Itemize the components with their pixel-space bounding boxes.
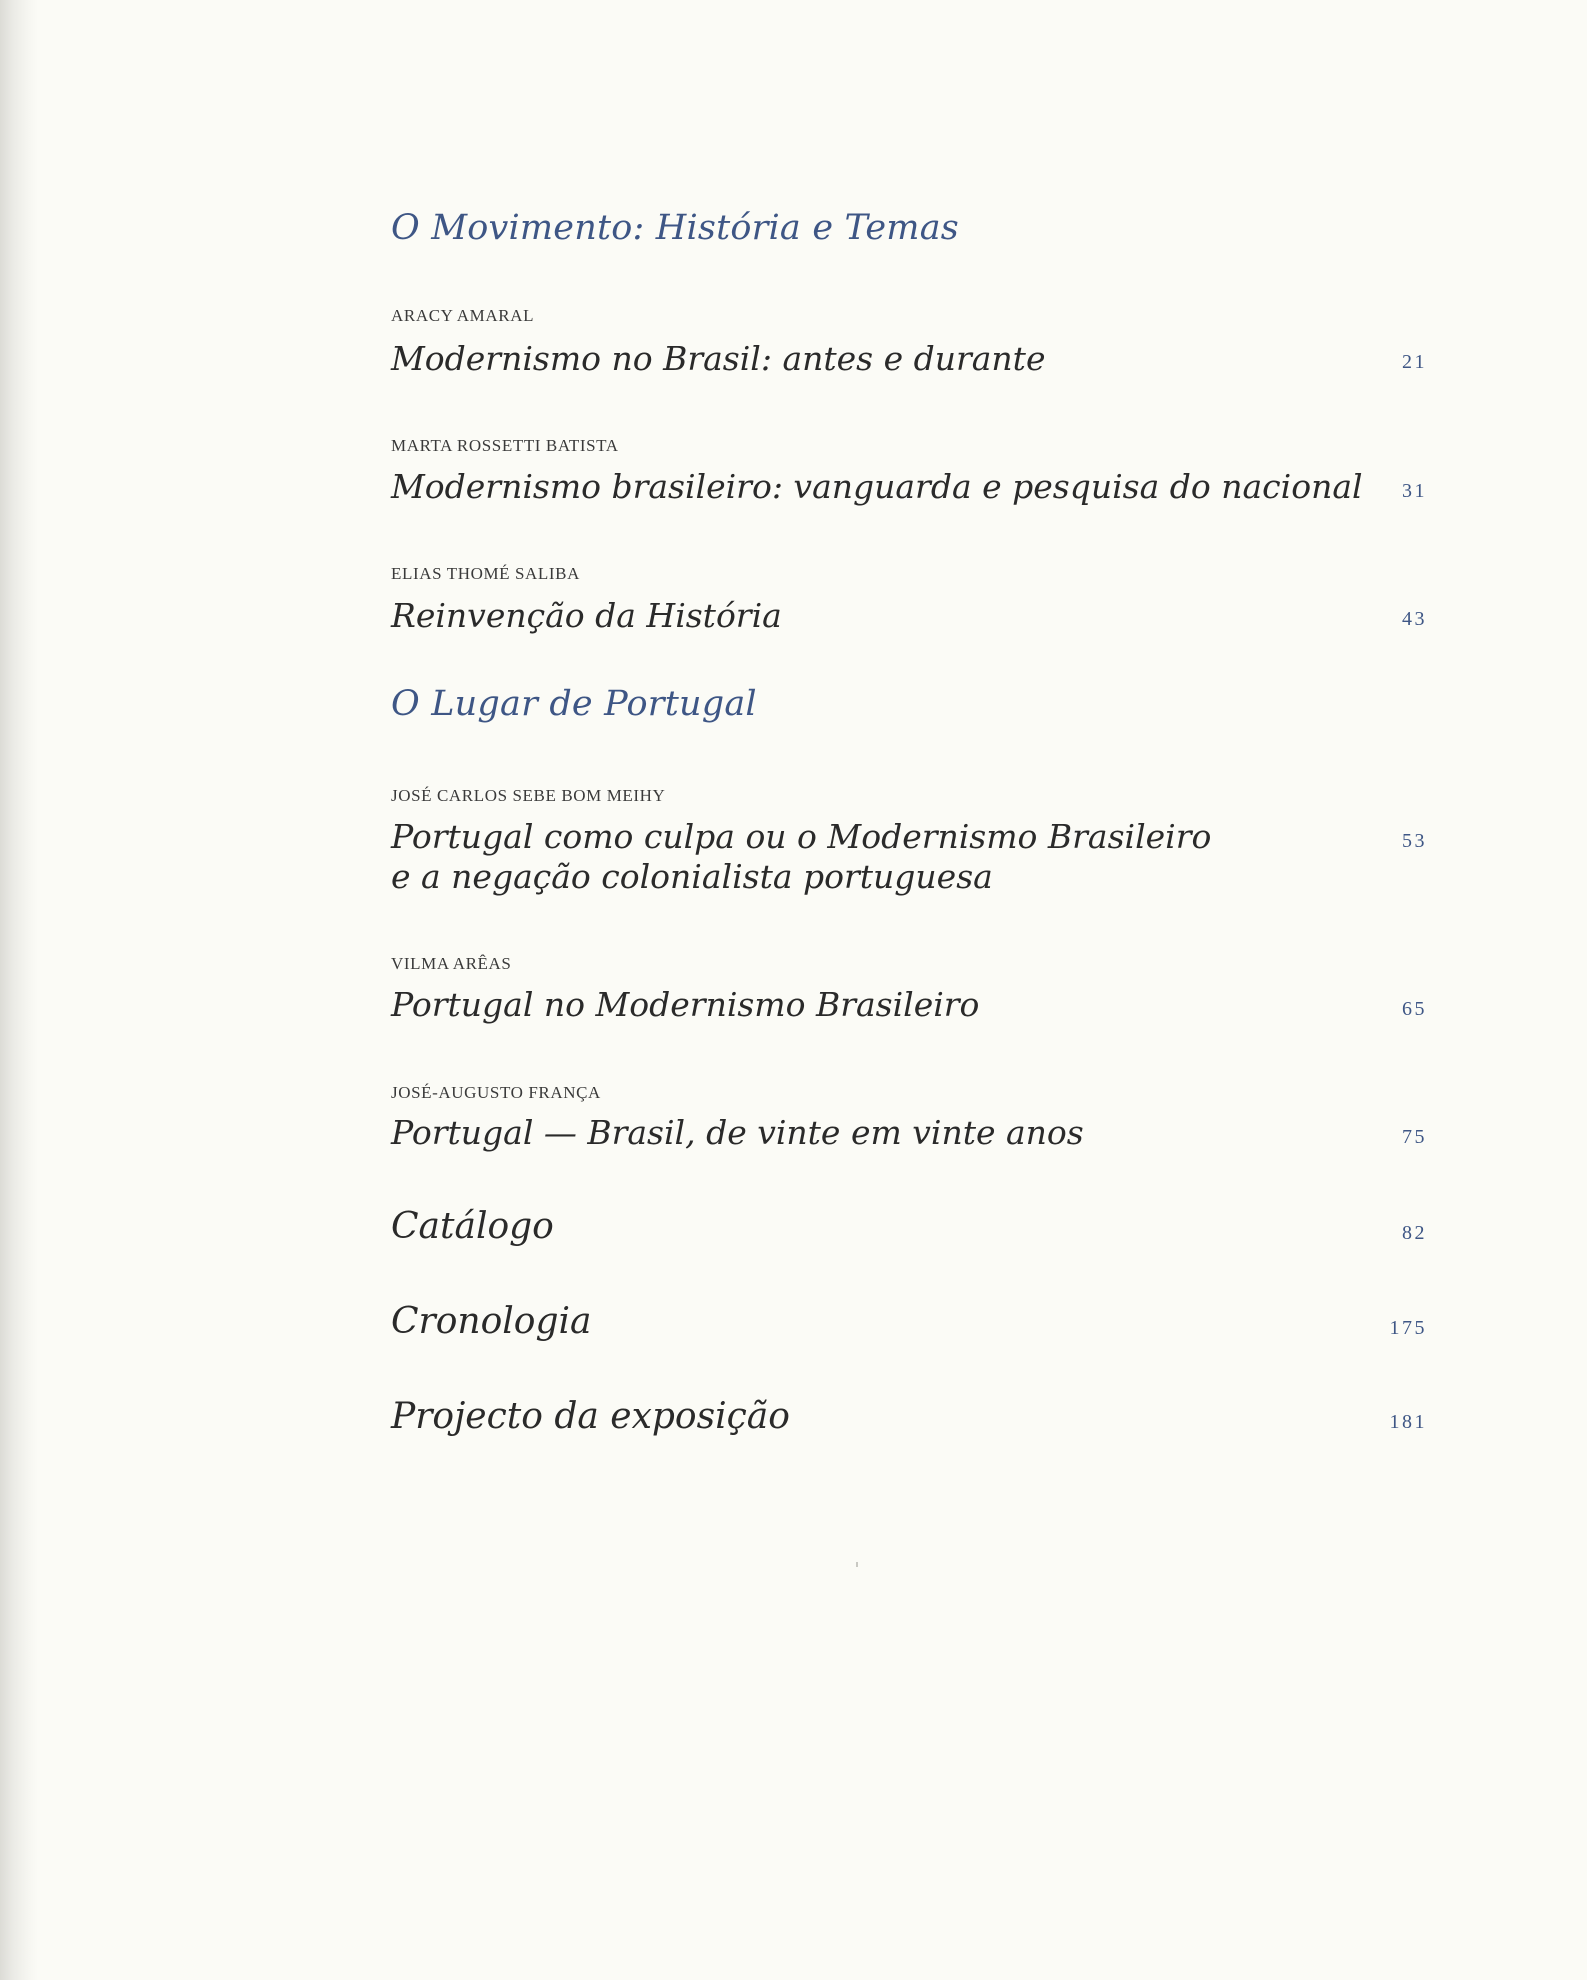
entry-page-number: 75: [1402, 1126, 1427, 1148]
entry-author: MARTA ROSSETTI BATISTA: [391, 436, 619, 455]
section-heading-movimento: O Movimento: História e Temas: [391, 208, 959, 248]
entry-author: VILMA ARÊAS: [391, 954, 512, 973]
entry-page-number: 65: [1402, 998, 1427, 1020]
entry-page-number: 31: [1402, 480, 1427, 502]
entry-title: Modernismo no Brasil: antes e durante: [391, 339, 1046, 378]
binding-shadow: [0, 0, 38, 1980]
entry-page-number: 21: [1402, 351, 1427, 373]
entry-title-line-2: e a negação colonialista portuguesa: [391, 857, 993, 896]
entry-title: Modernismo brasileiro: vanguarda e pesquisa do nacional: [391, 467, 1363, 506]
section-heading-lugar-de-portugal: O Lugar de Portugal: [391, 684, 757, 724]
entry-page-number: 82: [1402, 1222, 1427, 1244]
entry-page-number: 181: [1389, 1411, 1427, 1433]
entry-author: ARACY AMARAL: [391, 306, 535, 325]
entry-title: Portugal no Modernismo Brasileiro: [391, 985, 980, 1024]
entry-title: Catálogo: [391, 1206, 554, 1247]
entry-title: Projecto da exposição: [391, 1396, 790, 1437]
entry-page-number: 175: [1389, 1317, 1427, 1339]
entry-author: JOSÉ-AUGUSTO FRANÇA: [391, 1083, 601, 1102]
entry-title: Portugal — Brasil, de vinte em vinte anos: [391, 1113, 1084, 1152]
entry-page-number: 43: [1402, 608, 1427, 630]
entry-author: JOSÉ CARLOS SEBE BOM MEIHY: [391, 786, 666, 805]
entry-title: Reinvenção da História: [391, 596, 782, 635]
entry-author: ELIAS THOMÉ SALIBA: [391, 564, 580, 583]
entry-page-number: 53: [1402, 830, 1427, 852]
paper-speck: [856, 1562, 858, 1567]
entry-title-line-1: Portugal como culpa ou o Modernismo Brasileiro: [391, 817, 1212, 856]
entry-title: Cronologia: [391, 1301, 592, 1342]
